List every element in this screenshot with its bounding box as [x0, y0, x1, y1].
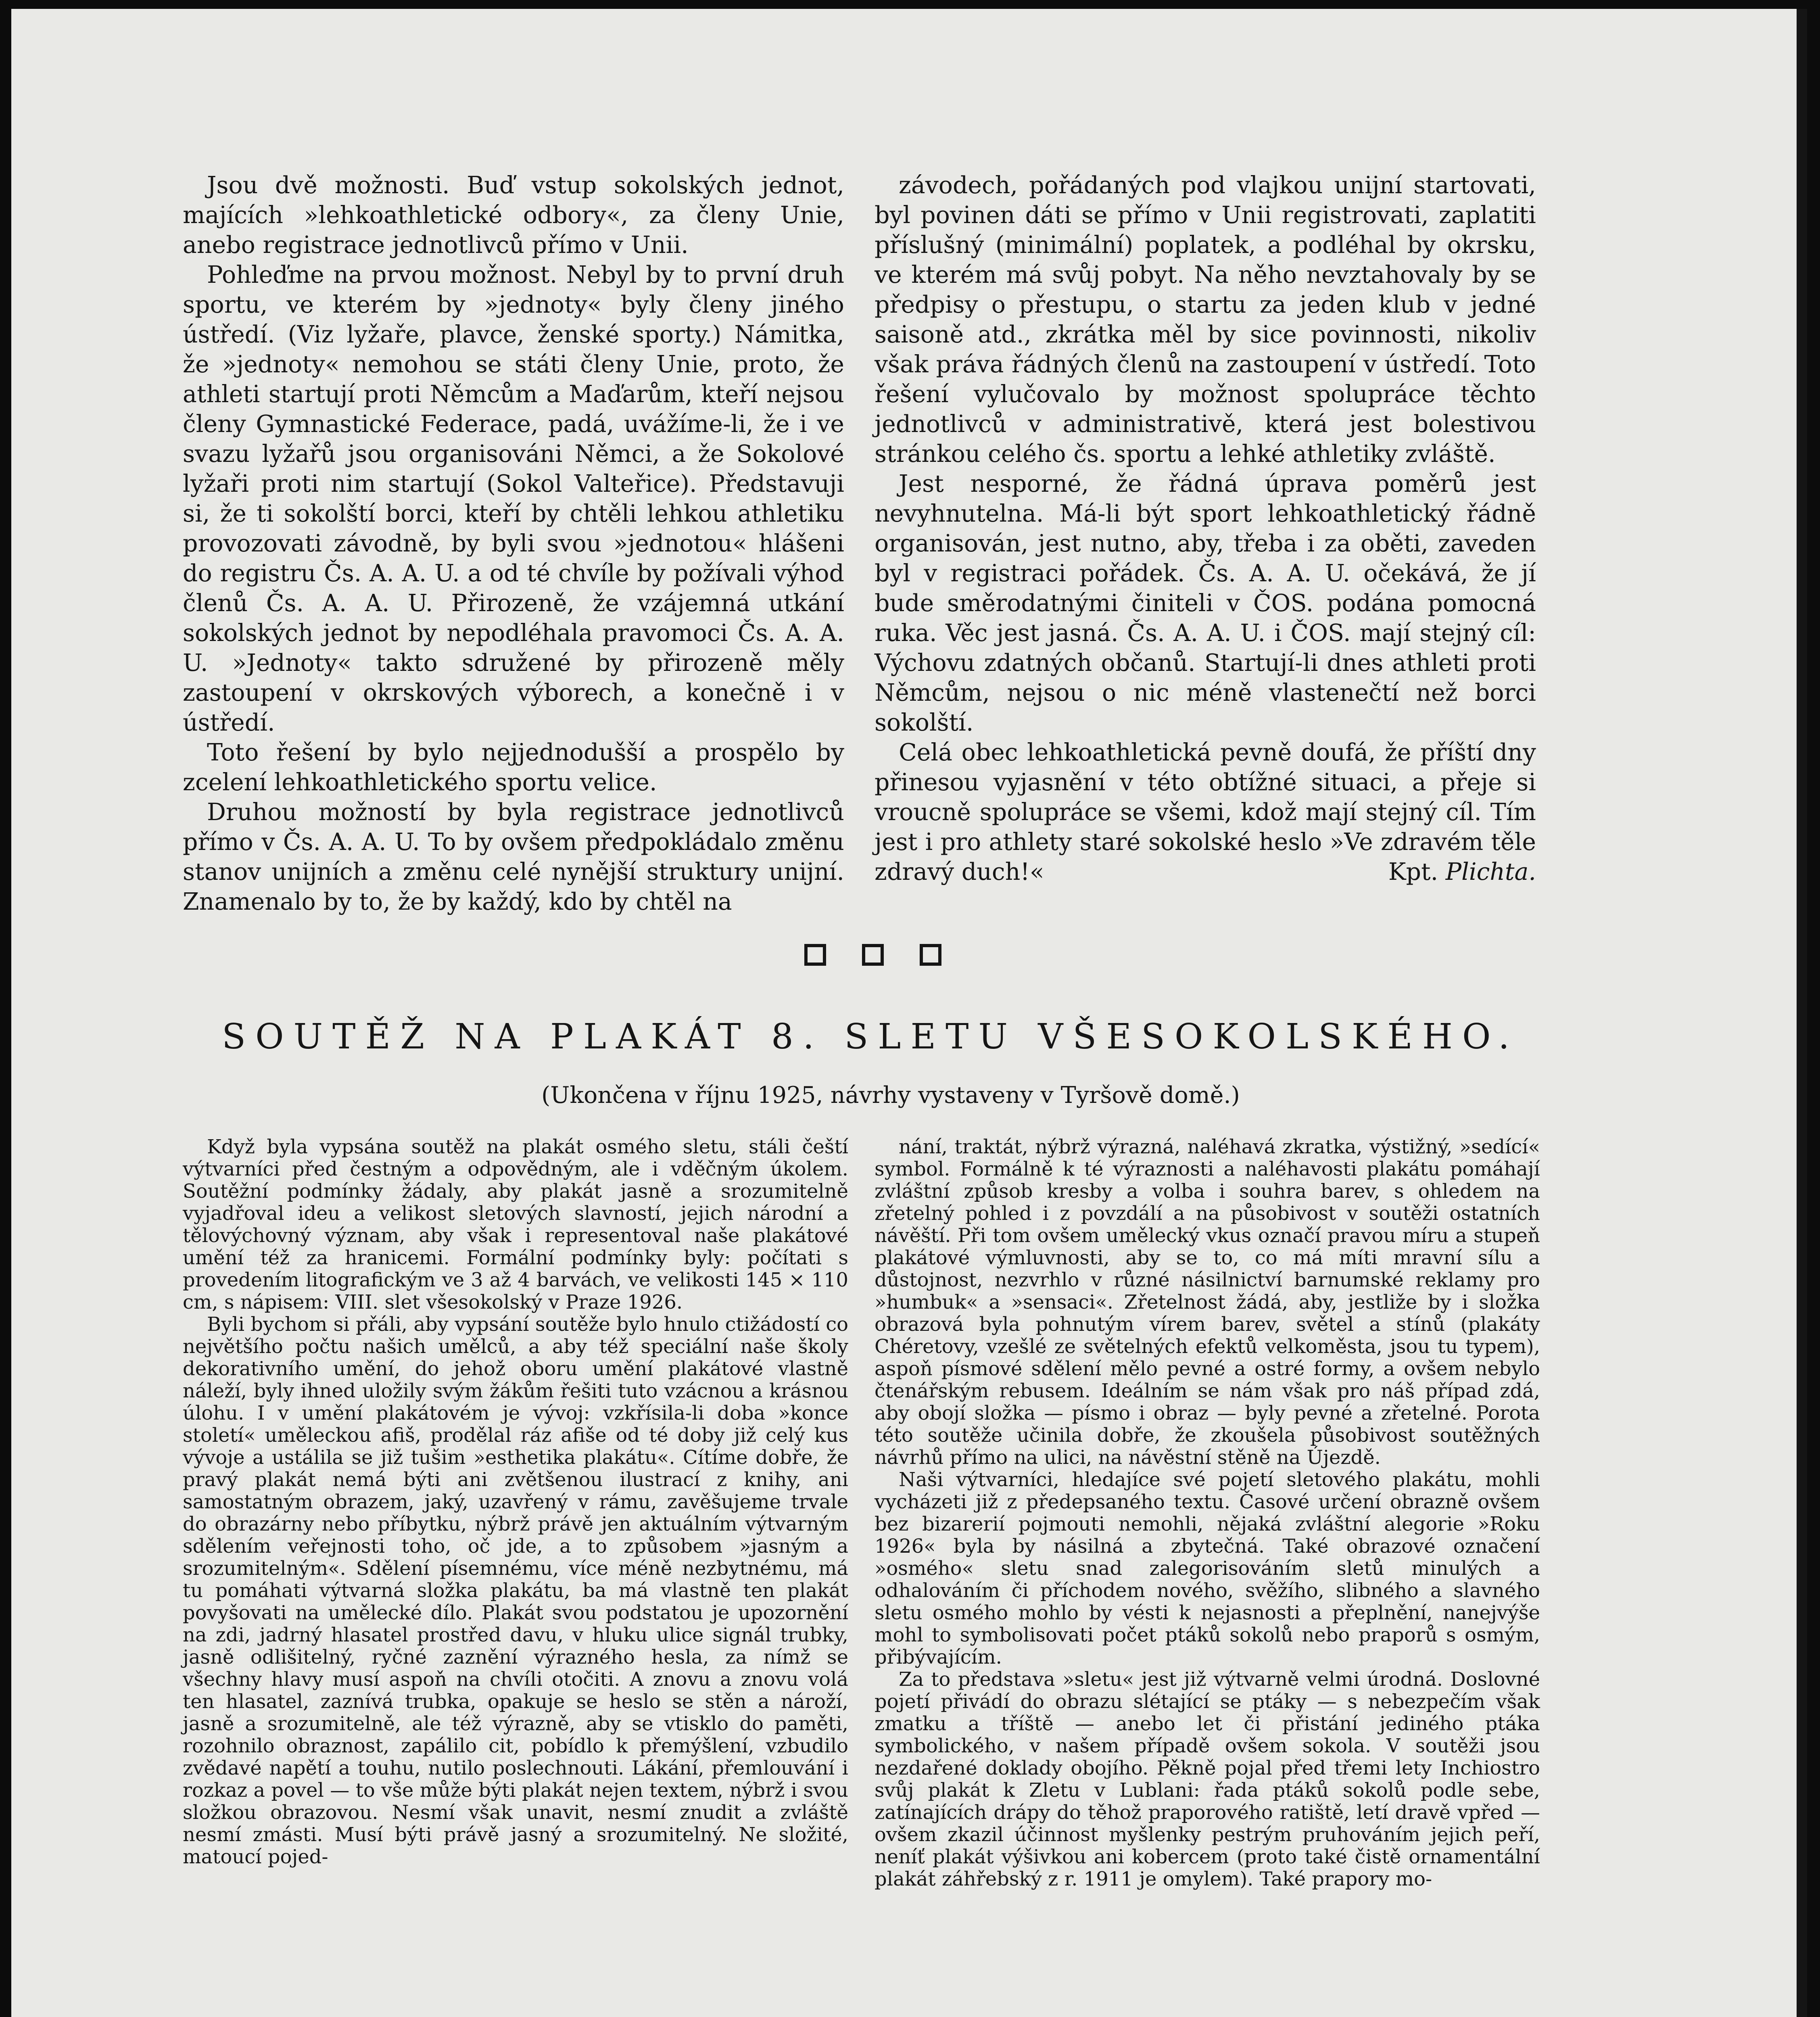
paragraph: závodech, pořádaných pod vlajkou unijní startovati, byl povinen dáti se přímo v Unii registrovati, zaplatiti příslušný (minimální) poplatek, a podléhal by okrsku, ve kterém má svůj pobyt. Na něho nevztahovaly by se předpisy o přestupu, o startu za jeden klub v jedné saisoně atd., zkrátka měl by sice povinnosti, nikoliv však práva řádných členů na zastoupení v ústředí. Toto řešení vylučovalo by možnost spolupráce těchto jednotlivců v administrativě, která jest bolestivou stránkou celého čs. sportu a lehké athletiky zvláště. [875, 171, 1536, 468]
square-ornament-icon [804, 944, 826, 966]
top-left-column [183, 170, 844, 917]
paragraph: Naši výtvarníci, hledajíce své pojetí sletového plakátu, mohli vycházeti již z předepsaného textu. Časové určení obrazně ovšem bez bizarerií pojmouti nemohli, nějaká zvláštní alegorie »Roku 1926« byla by násilná a zbytečná. Také obrazové označení »osmého« sletu snad zalegorisováním sletů minulých a odhalováním či příchodem nového, svěžího, slibného a slavného sletu osmého mohlo by vésti k nejasnosti a přeplnění, nanejvýše mohl to symbolisovati počet ptáků sokolů nebo praporů s osmým, přibývajícím. [875, 1468, 1540, 1668]
paragraph: Byli bychom si přáli, aby vypsání soutěže bylo hnulo ctižádostí co největšího počtu našich umělců, a aby též speciální naše školy dekorativního umění, do jehož oboru umění plakátové vlastně náleží, byly ihned uložily svým žákům řešiti tuto vzácnou a krásnou úlohu. I v umění plakátovém je vývoj: vzkřísila-li doba »konce století« uměleckou afiš, prodělal ráz afiše od té doby již celý kus vývoje a ustálila se již tušim »esthetika plakátu«. Cítíme dobře, že pravý plakát nemá býti ani zvětšenou ilustrací z knihy, ani samostatným obrazem, jaký, uzavřený v rámu, zavěšujeme trvale do obrazárny nebo příbytku, nýbrž právě jen aktuálním výtvarným sdělením veřejnosti toho, oč jde, a to způsobem »jasným a srozumitelným«. Sdělení písemnému, více méně nezbytnému, má tu pomáhati výtvarná složka plakátu, ba má vlastně ten plakát povyšovati na umělecké dílo. Plakát svou podstatou je upozornění na zdi, jadrný hlasatel prostřed davu, v hluku ulice signál trubky, jasně odlišitelný, ryčné zaznění výrazného hesla, za nímž se všechny hlavy musí aspoň na chvíli otočiti. A znovu a znovu volá ten hlasatel, zaznívá trubka, opakuje se heslo se stěn a nároží, jasně a srozumitelně, ale též výrazně, aby se vtisklo do paměti, rozohnilo obraznost, zapálilo cit, pobídlo k přemýšlení, vzbudilo zvědavé napětí a touhu, nutilo poslechnouti. Lákání, přemlouvání i rozkaz a povel — to vše může býti plakát nejen textem, nýbrž i svou složkou obrazovou. Nesmí však unavit, nesmí znudit a zvláště nesmí zmásti. Musí býti právě jasný a srozumitelný. Ne složité, matoucí pojed- [183, 1313, 848, 1868]
paragraph [875, 737, 1536, 887]
paragraph: Když byla vypsána soutěž na plakát osmého sletu, stáli čeští výtvarníci před čestným a odpovědným, ale i vděčným úkolem. Soutěžní podmínky žádaly, aby plakát jasně a srozumitelně vyjadřoval ideu a velikost sletových slavností, jejich národní a tělovýchovný význam, aby však i representoval naše plakátové umění též za hranicemi. Formální podmínky byly: počítati s provedením litografickým ve 3 až 4 barvách, ve velikosti 145 × 110 cm, s nápisem: VIII. slet všesokolský v Praze 1926. [183, 1136, 848, 1313]
page [11, 9, 1807, 2017]
square-ornament-icon [862, 944, 884, 966]
section-separator [804, 943, 941, 967]
article-title: SOUTĚŽ NA PLAKÁT 8. SLETU VŠESOKOLSKÉHO. [222, 1017, 1519, 1057]
signature-name: Plichta. [1445, 858, 1536, 885]
paragraph: nání, traktát, nýbrž výrazná, naléhavá zkratka, výstižný, »sedící« symbol. Formálně k té výraznosti a naléhavosti plakátu pomáhají zvláštní způsob kresby a volba i souhra barev, s ohledem na zřetelný pohled i z povzdálí a na působivost v soutěži ostatních návěští. Při tom ovšem umělecký vkus označí pravou míru a stupeň plakátové výmluvnosti, aby se to, co má míti mravní sílu a důstojnost, nezvrhlo v různé násilnictví barnumské reklamy pro »humbuk« a »sensaci«. Zřetelnost žádá, aby, jestliže by i složka obrazová byla pohnutým vírem barev, světel a stínů (plakáty Chéretovy, vzešlé ze světelných efektů velkoměsta, jsou tu typem), aspoň písmové sdělení mělo pevné a ostré formy, a ovšem nebylo čtenářským rebusem. Ideálním se nám však pro náš případ zdá, aby obojí složka — písmo i obraz — byly pevné a zřetelné. Porota této soutěže učinila dobře, že zkoušela působivost soutěžných návrhů přímo na ulici, na návěstní stěně na Újezdě. [875, 1136, 1540, 1469]
paragraph: Za to představa »sletu« jest již výtvarně velmi úrodná. Doslovné pojetí přivádí do obrazu slétající se ptáky — s nebezpečím však zmatku a tříště — anebo let či přistání jediného ptáka symbolického, v našem případě ovšem sokola. V soutěži jsou nezdařené doklady obojího. Pěkně pojal před třemi lety Inchiostro svůj plakát k Zletu v Lublani: řada ptáků sokolů podle sebe, zatínajících drápy do těhož praporového ratiště, letí dravě vpřed — ovšem zkazil účinnost myšlenky pestrým pruhováním jejich peří, neníť plakát výšivkou ani kobercem (proto také čistě ornamentální plakát záhřebský z r. 1911 je omylem). Také prapory mo- [875, 1668, 1540, 1890]
signature-rank: Kpt. [1388, 858, 1438, 885]
paragraph: Jsou dvě možnosti. Buď vstup sokolských jednot, majících »lehkoathletické odbory«, za členy Unie, anebo registrace jednotlivců přímo v Unii. [183, 171, 844, 259]
paragraph: Toto řešení by bylo nejjednodušší a prospělo by zcelení lehkoathletického sportu velice. [183, 739, 844, 796]
article-subtitle: (Ukončena v říjnu 1925, návrhy vystaveny v Tyršově domě.) [541, 1082, 1240, 1109]
article-left-column [183, 1136, 848, 1868]
paragraph: Pohleďme na prvou možnost. Nebyl by to první druh sportu, ve kterém by »jednoty« byly členy jiného ústředí. (Viz lyžaře, plavce, ženské sporty.) Námitka, že »jednoty« nemohou se státi členy Unie, proto, že athleti startují proti Němcům a Maďarům, kteří nejsou členy Gymnastické Federace, padá, uvážíme-li, že i ve svazu lyžařů jsou organisováni Němci, a že Sokolové lyžaři proti nim startují (Sokol Valteřice). Představuji si, že ti sokolští borci, kteří by chtěli lehkou athletiku provozovati závodně, by byli svou »jednotou« hlášeni do registru Čs. A. A. U. a od té chvíle by požívali výhod členů Čs. A. A. U. Přirozeně, že vzájemná utkání sokolských jednot by nepodléhala pravomoci Čs. A. A. U. »Jednoty« takto sdružené by přirozeně měly zastoupení v okrskových výborech, a konečně i v ústředí. [183, 261, 844, 736]
top-right-column [875, 170, 1536, 887]
signature [1364, 857, 1536, 887]
page-edge [1797, 9, 1807, 2017]
article-right-column [875, 1136, 1540, 1890]
square-ornament-icon [920, 944, 941, 966]
paragraph-text: Celá obec lehkoathletická pevně doufá, že příští dny přinesou vyjasnění v této obtížné situaci, a přeje si vroucně spolupráce se všemi, kdož mají stejný cíl. Tím jest i pro athlety staré sokolské heslo »Ve zdravém těle zdravý duch!« [875, 739, 1536, 885]
paragraph: Jest nesporné, že řádná úprava poměrů jest nevyhnutelna. Má-li být sport lehkoathletický řádně organisován, jest nutno, aby, třeba i za oběti, zaveden byl v registraci pořádek. Čs. A. A. U. očekává, že jí bude směrodatnými činiteli v ČOS. podána pomocná ruka. Věc jest jasná. Čs. A. A. U. i ČOS. mají stejný cíl: Výchovu zdatných občanů. Startují-li dnes athleti proti Němcům, nejsou o nic méně vlastenečtí než borci sokolští. [875, 470, 1536, 736]
paragraph: Druhou možností by byla registrace jednotlivců přímo v Čs. A. A. U. To by ovšem předpokládalo změnu stanov unijních a změnu celé nynější struktury unijní. Znamenalo by to, že by každý, kdo by chtěl na [183, 798, 844, 915]
